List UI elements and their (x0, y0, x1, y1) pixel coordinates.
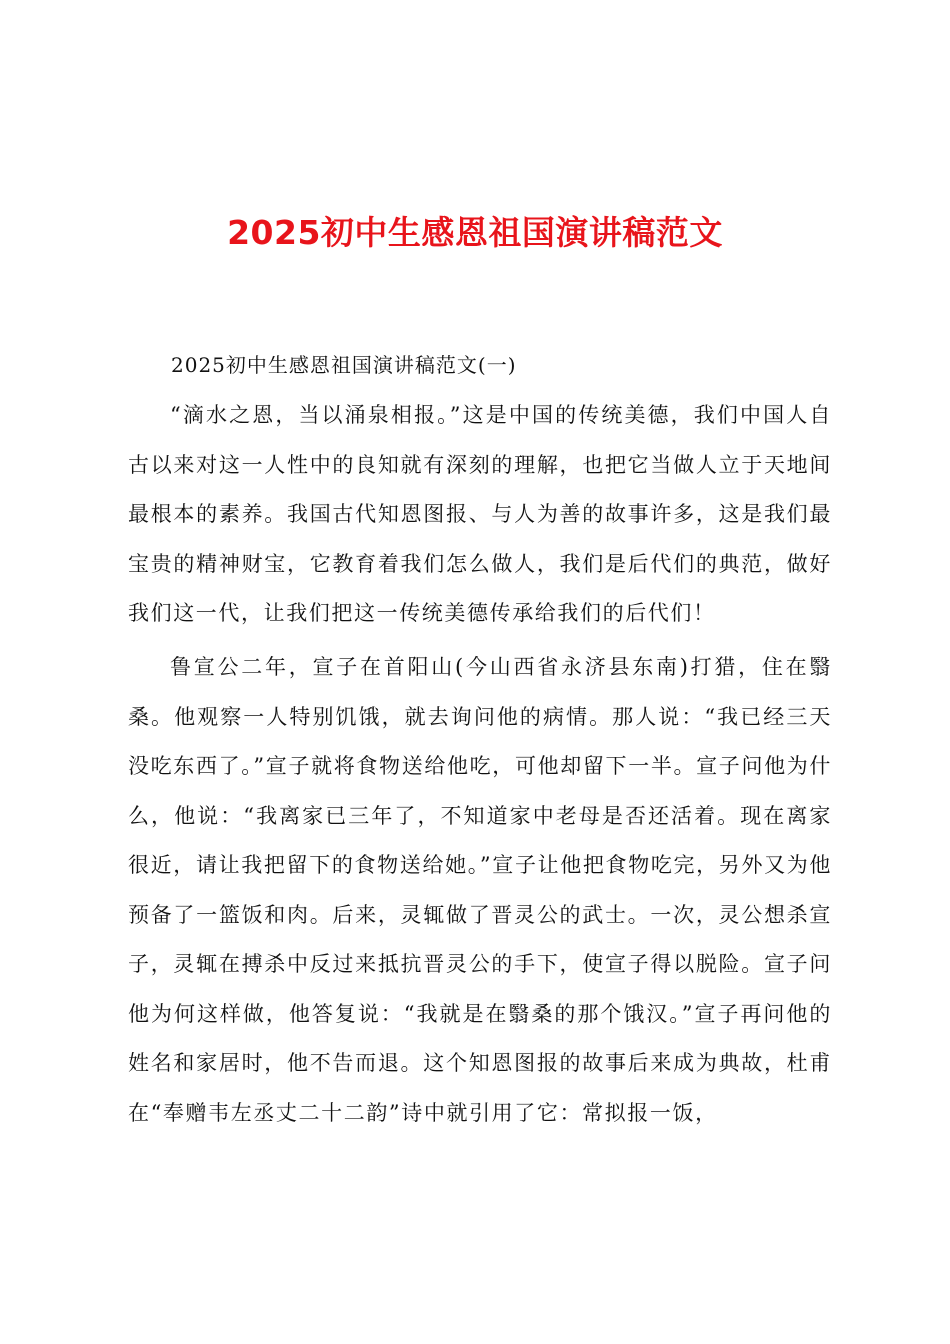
body-paragraph: “滴水之恩，当以涌泉相报。”这是中国的传统美德，我们中国人自古以来对这一人性中的良知就有深刻的理解，也把它当做人立于天地间最根本的素养。我国古代知恩图报、与人为善的故事许多，这是我们最宝贵的精神财宝，它教育着我们怎么做人，我们是后代们的典范，做好我们这一代，让我们把这一传统美德传承给我们的后代们！ (128, 403, 832, 625)
document-title: 2025初中生感恩祖国演讲稿范文 (227, 213, 723, 252)
body-paragraph: 鲁宣公二年，宣子在首阳山(今山西省永济县东南)打猎，住在翳桑。他观察一人特别饥饿，就去询问他的病情。那人说：“我已经三天没吃东西了。”宣子就将食物送给他吃，可他却留下一半。宣子问他为什么，他说：“我离家已三年了，不知道家中老母是否还活着。现在离家很近，请让我把留下的食物送给她。”宣子让他把食物吃完，另外又为他预备了一篮饭和肉。后来，灵辄做了晋灵公的武士。一次，灵公想杀宣子，灵辄在搏杀中反过来抵抗晋灵公的手下，使宣子得以脱险。宣子问他为何这样做，他答复说：“我就是在翳桑的那个饿汉。”宣子再问他的姓名和家居时，他不告而退。这个知恩图报的故事后来成为典故，杜甫在“奉赠韦左丞丈二十二韵”诗中就引用了它：常拟报一饭， (128, 655, 832, 1125)
section-heading: 2025初中生感恩祖国演讲稿范文(一) (171, 353, 517, 377)
